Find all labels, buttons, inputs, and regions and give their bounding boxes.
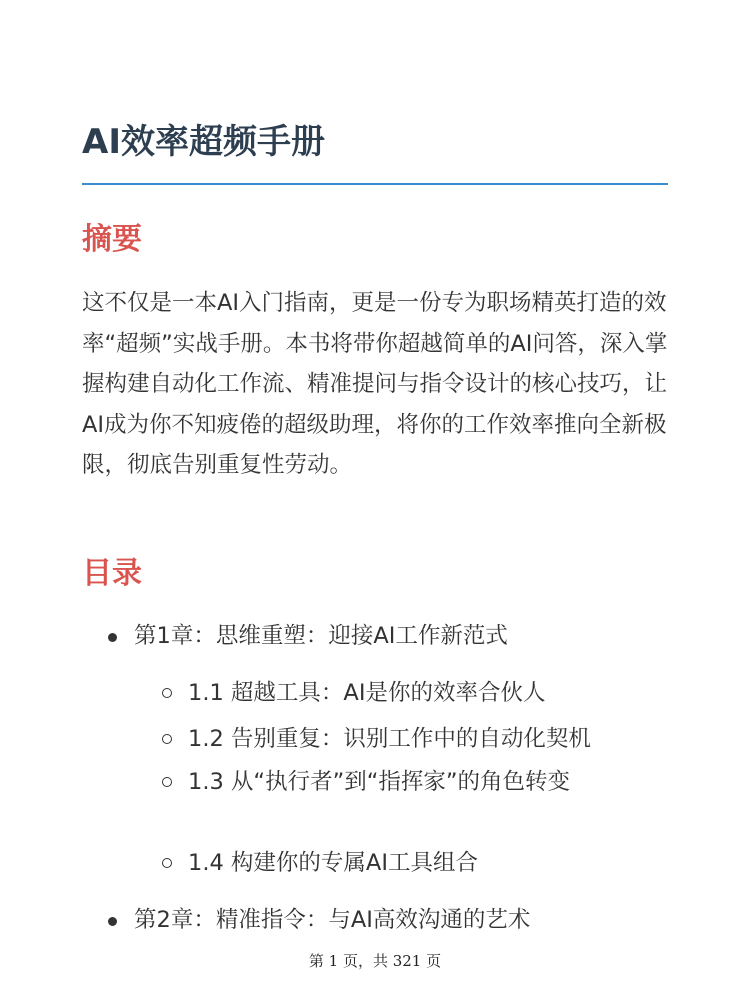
toc-section-label: 1.3 从“执行者”到“指挥家”的角色转变 (188, 769, 571, 795)
toc-section-label: 1.2 告别重复：识别工作中的自动化契机 (188, 726, 591, 752)
abstract-heading: 摘要 (82, 222, 142, 257)
title-divider (82, 183, 668, 185)
toc-section-1-1[interactable] (162, 673, 662, 713)
toc-heading: 目录 (82, 556, 142, 591)
toc-section-label: 1.1 超越工具：AI是你的效率合伙人 (188, 680, 546, 706)
hollow-bullet-icon (162, 777, 172, 787)
filled-bullet-icon (108, 633, 117, 642)
hollow-bullet-icon (162, 688, 172, 698)
toc-section-label: 1.4 构建你的专属AI工具组合 (188, 850, 478, 876)
toc-chapter-label: 第1章：思维重塑：迎接AI工作新范式 (134, 623, 508, 649)
page-footer: 第 1 页，共 321 页 (308, 952, 442, 970)
toc-section-1-2[interactable] (162, 719, 662, 759)
abstract-paragraph: 这不仅是一本AI入门指南，更是一份专为职场精英打造的效率“超频”实战手册。本书将带你超越简单的AI问答，深入掌握构建自动化工作流、精准提问与指令设计的核心技巧，让AI成为你不知疲倦的超级助理，将你的工作效率推向全新极限，彻底告别重复性劳动。 (82, 290, 668, 478)
hollow-bullet-icon (162, 734, 172, 744)
toc-section-1-4[interactable] (162, 843, 662, 883)
toc-chapter-label: 第2章：精准指令：与AI高效沟通的艺术 (134, 907, 531, 933)
hollow-bullet-icon (162, 858, 172, 868)
filled-bullet-icon (108, 917, 117, 926)
toc-section-1-3[interactable] (162, 762, 654, 802)
document-title: AI效率超频手册 (82, 122, 325, 162)
